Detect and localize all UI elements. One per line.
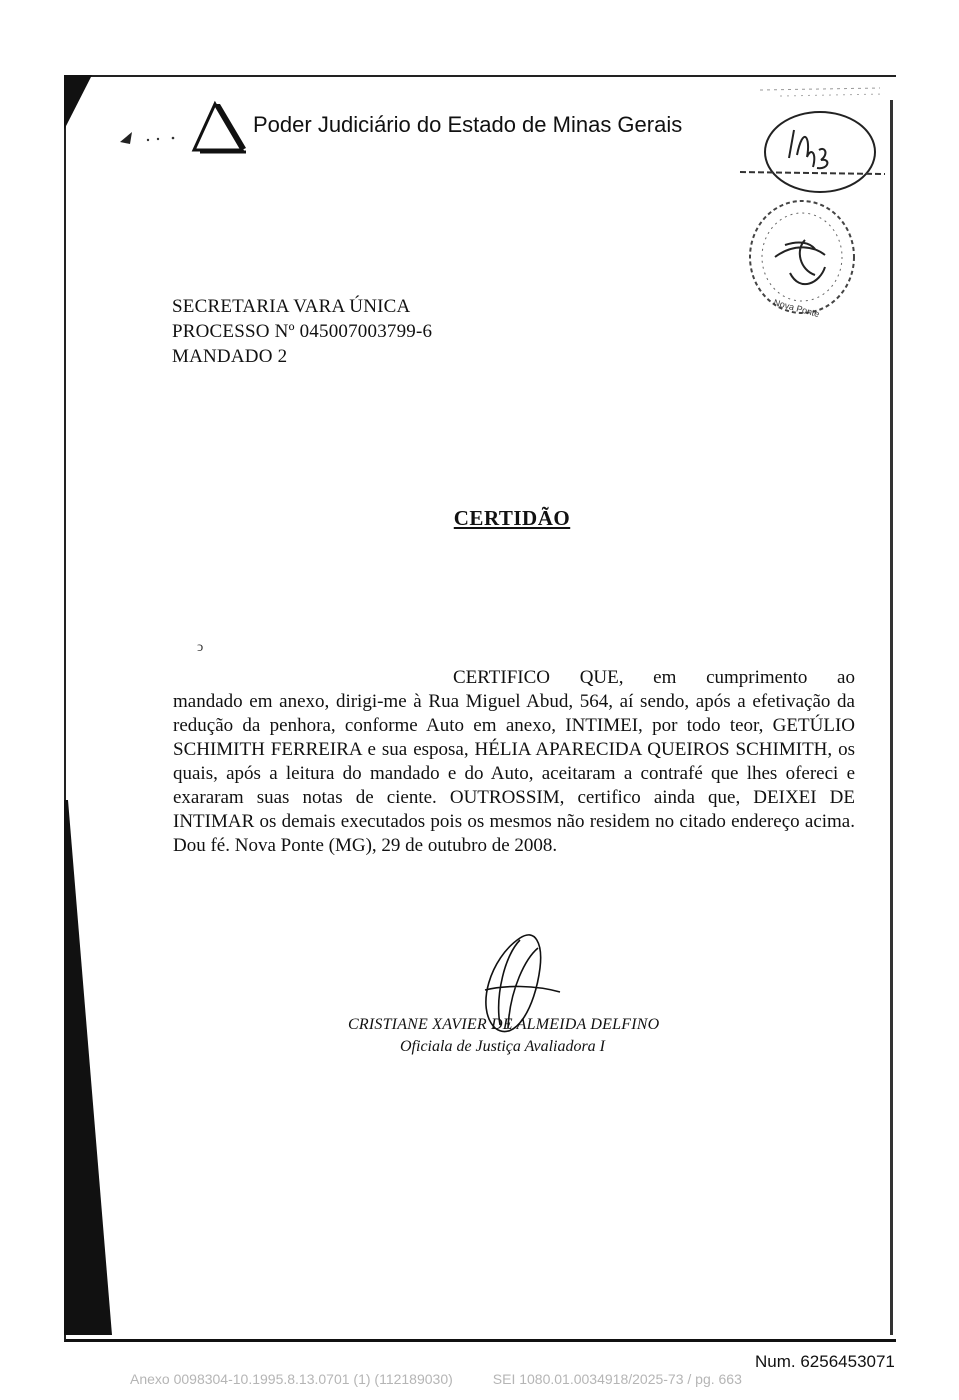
scan-artifact-icon (118, 126, 178, 146)
court-seal-stamp (745, 195, 860, 320)
footer-annex-ref: Anexo 0098304-10.1995.8.13.0701 (1) (112189030) (130, 1371, 453, 1387)
folio-stamp (735, 110, 895, 195)
warrant-number: MANDADO 2 (172, 346, 288, 367)
svg-text:Nova Ponte: Nova Ponte (772, 297, 821, 320)
secretariat-line: SECRETARIA VARA ÚNICA (172, 296, 411, 317)
certificate-text: mandado em anexo, dirigi-me à Rua Miguel Abud, 564, aí sendo, após a efetivação da redução da penhora, conforme Auto em anexo, INTIMEI, por todo teor, GETÚLIO SCHIMITH FERREIRA e sua esposa, HÉLIA APARECIDA QUEIROS SCHIMITH, os quais, após a leitura do mandado e do Auto, aceitaram a contrafé que lhes ofereci e exararam suas notas de ciente. OUTROSSIM, certifico ainda que, DEIXEI DE INTIMAR os demais executados pois os mesmos não residem no citado endereço acima. Dou fé. Nova Ponte (MG), 29 de outubro de 2008. (173, 691, 855, 856)
signer-name: CRISTIANE XAVIER DE ALMEIDA DELFINO (348, 1016, 660, 1033)
process-number: PROCESSO Nº 045007003799-6 (172, 321, 433, 342)
court-name: Poder Judiciário do Estado de Minas Gerais (253, 112, 683, 137)
document-id-number: Num. 6256453071 (755, 1352, 895, 1371)
letterhead (118, 100, 818, 160)
scan-artifact-lines (760, 82, 890, 102)
scan-right-edge (890, 100, 893, 1335)
footer-sei-ref: SEI 1080.01.0034918/2025-73 / pg. 663 (492, 1371, 742, 1387)
signer-role: Oficiala de Justiça Avaliadora I (400, 1038, 606, 1055)
process-info (172, 294, 432, 369)
certificate-body (173, 666, 855, 858)
scan-left-shadow (64, 800, 114, 1340)
certificate-lead: CERTIFICO QUE, em cumprimento ao (453, 667, 855, 688)
document-title: CERTIDÃO (453, 506, 571, 530)
stray-mark: ↄ (197, 640, 204, 655)
footer-watermark (130, 1371, 742, 1387)
scan-corner-shadow (64, 75, 94, 135)
triangle-logo-icon (190, 100, 246, 156)
svg-text:463: 463 (783, 160, 785, 161)
